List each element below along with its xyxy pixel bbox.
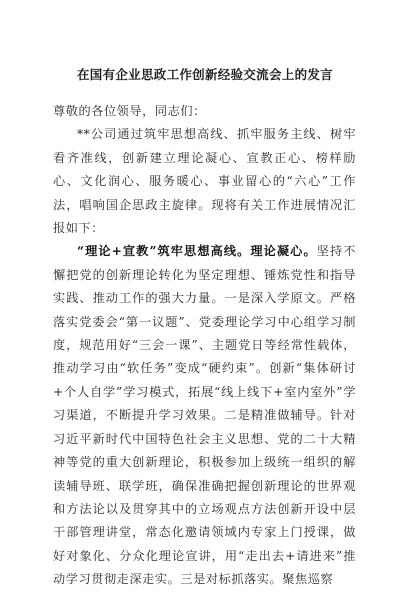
section-text: 坚持不懈把党的创新理论转化为坚定理想、锤炼党性和指导实践、推动工作的强大力量。一是深入学原文。严格落实党委会“第一议题”、党委理论学习中心组学习制度，规范用好“三会一课”、主题党日等经常性载体，推动学习由“软任务”变成“硬约束”。创新“集体研讨+个人自学”学习模式，拓展“线上线下+室内室外”学习渠道，不断提升学习效果。二是精准做辅导。针对习近平新时代中国特色社会主义思想、党的二十大精神等党的重大创新理论，积极参加上级统一组织的解读辅导班、联学班，确保准确把握创新理论的世界观和方法论以及贯穿其中的立场观点方法创新开设中层干部管理讲堂，常态化邀请领域内专家上门授课，做好对象化、分众化理论宣讲，用“走出去+请进来”推动学习贯彻走深走实。三是对标抓落实。聚焦巡察 [53, 244, 356, 587]
salutation: 尊敬的各位领导，同志们： [53, 104, 206, 118]
intro-paragraph: **公司通过筑牢思想高线、抓牢服务主线、树牢看齐准线，创新建立理论凝心、宣教正心、榜样励心、文化润心、服务暖心、事业留心的“六心”工作法，唱响国企思政主旋律。现将有关工作进展情况汇报如下： [53, 127, 356, 236]
section-paragraph [53, 240, 356, 591]
section-heading: “理论+宣教”筑牢思想高线。理论凝心。 [77, 244, 317, 259]
document-body [53, 100, 356, 592]
document-title: 在国有企业思政工作创新经验交流会上的发言 [76, 67, 333, 82]
